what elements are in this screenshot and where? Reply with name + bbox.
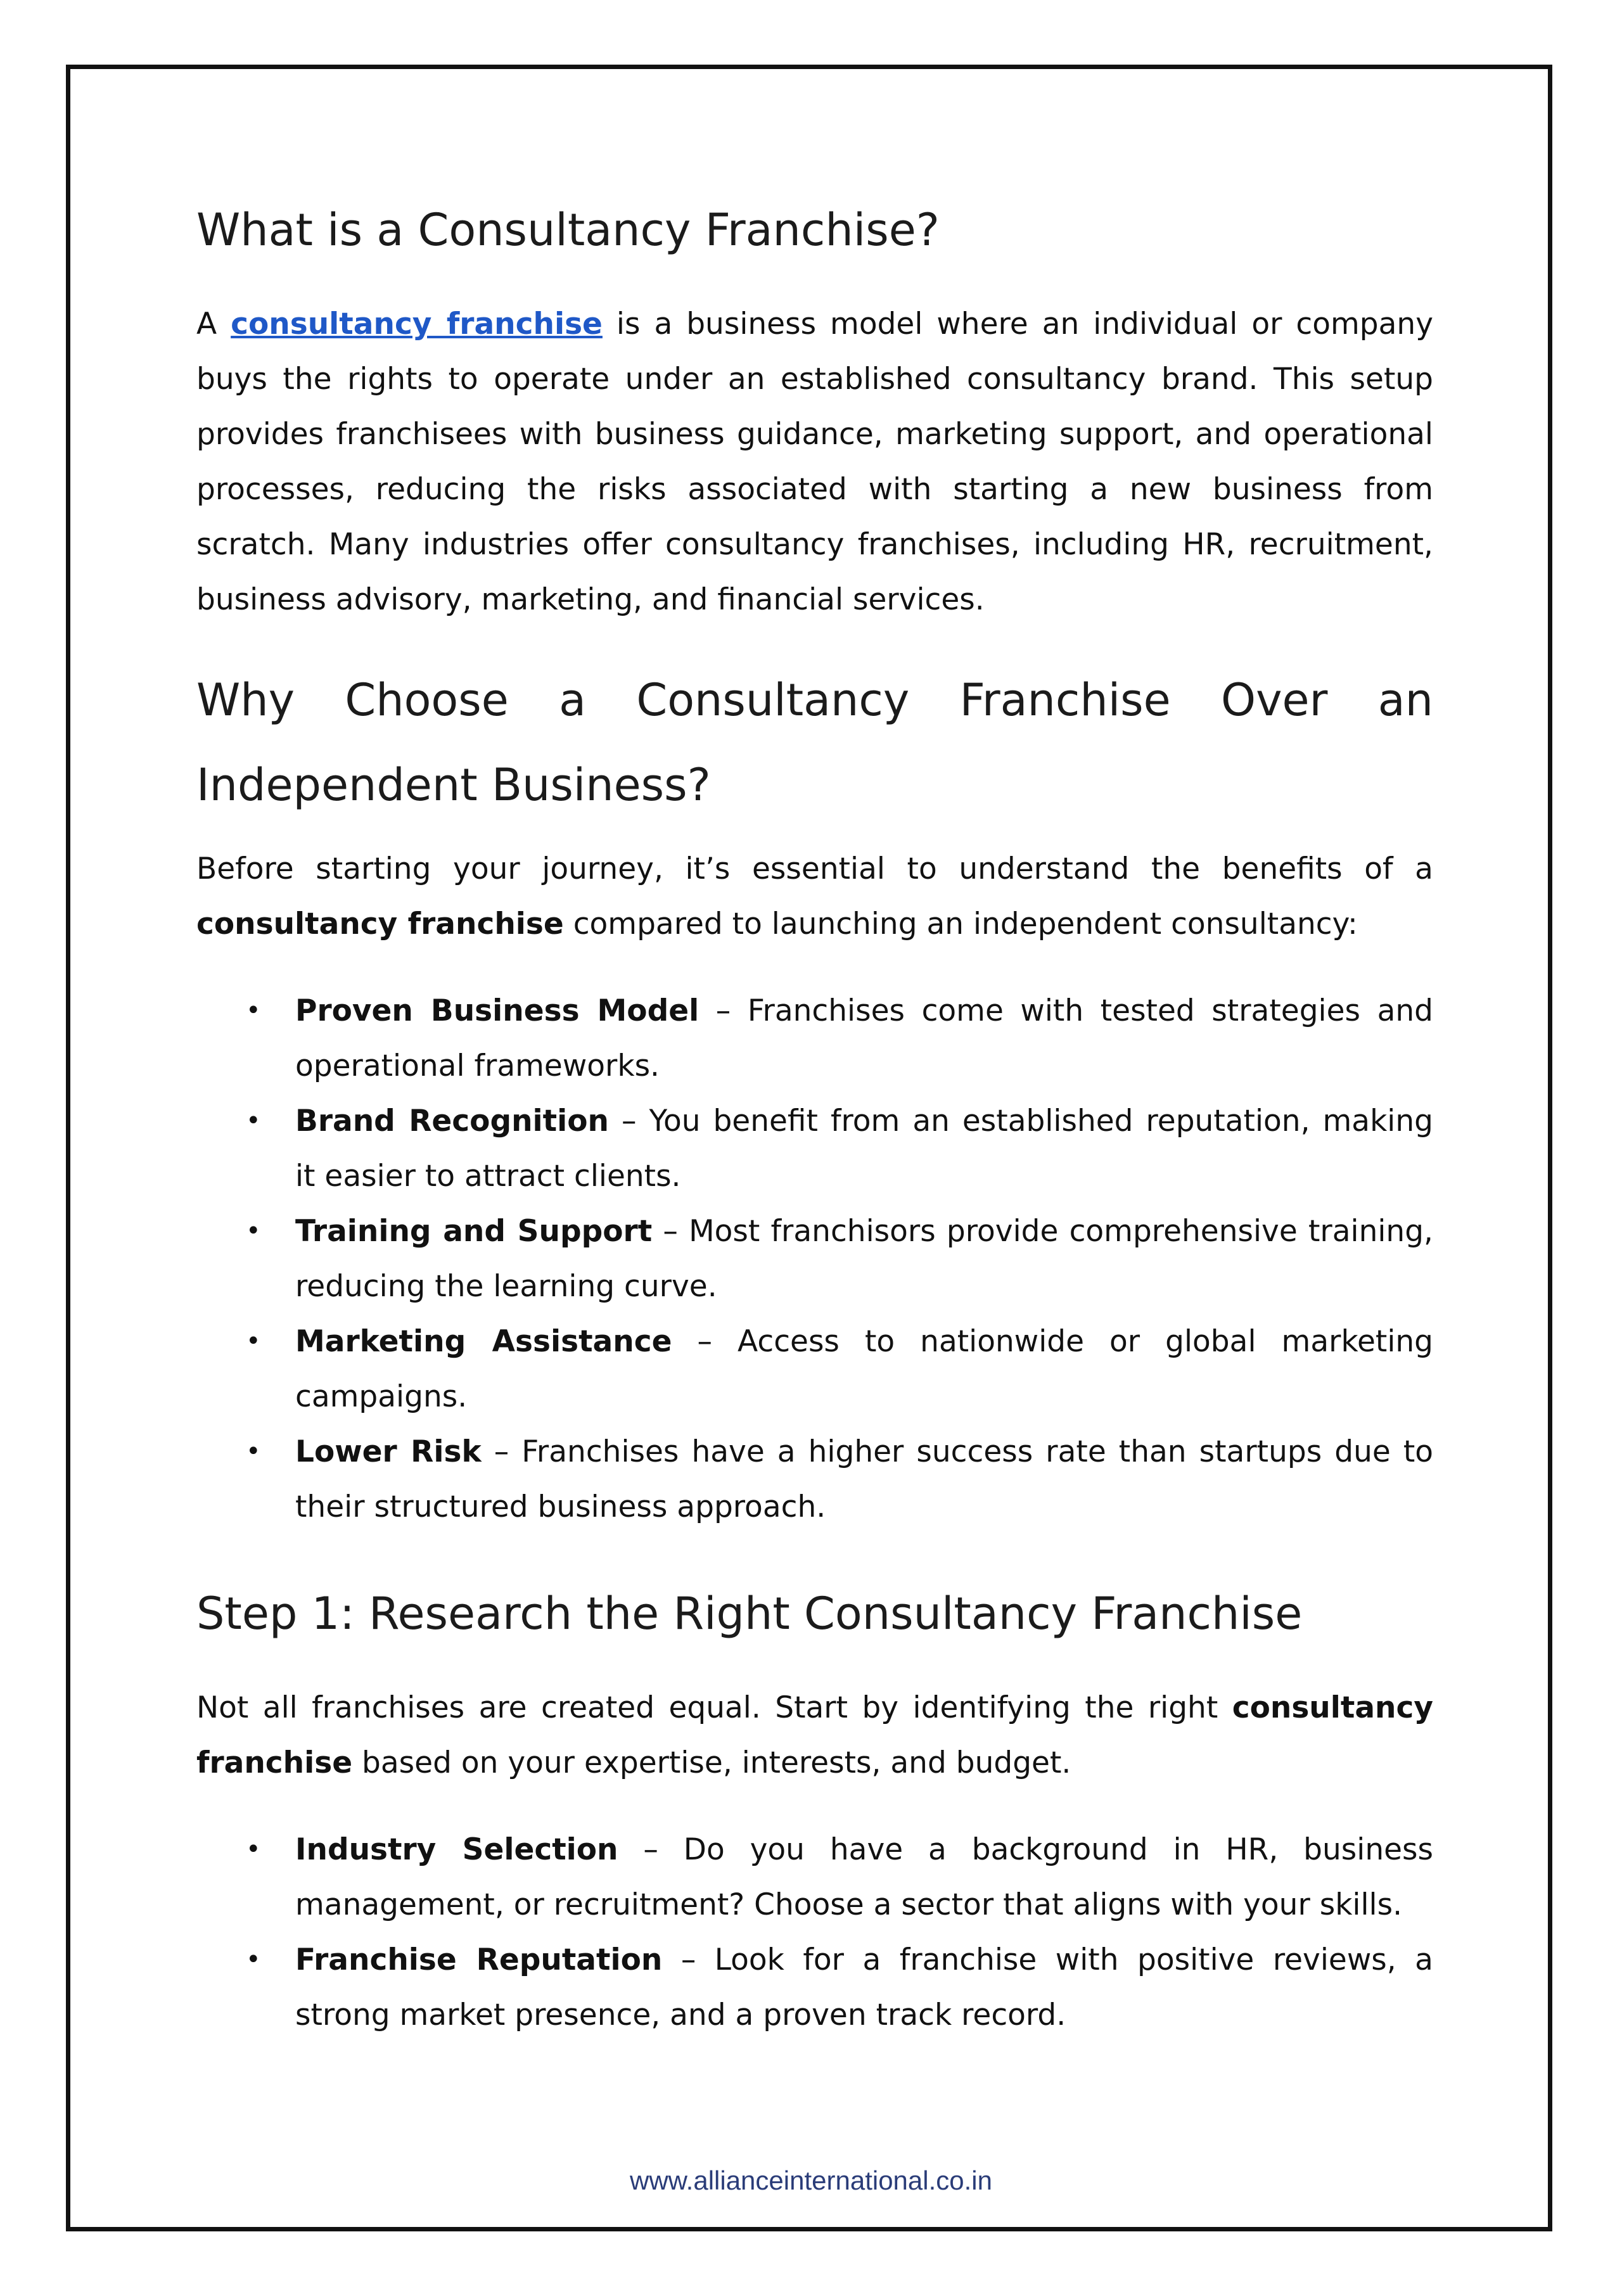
research-list	[196, 1822, 1433, 2043]
consultancy-franchise-link[interactable]: consultancy franchise	[231, 307, 603, 341]
bullet-icon: •	[246, 1106, 261, 1135]
bullet-icon: •	[246, 1327, 261, 1356]
list-item: • Proven Business Model – Franchises come with tested strategies and operational frameworks.	[196, 983, 1433, 1094]
bullet-icon: •	[246, 1835, 261, 1864]
heading-step-1: Step 1: Research the Right Consultancy Franchise	[196, 1588, 1303, 1640]
list-item: • Training and Support – Most franchisors provide comprehensive training, reducing the learning curve.	[196, 1204, 1433, 1314]
bullet-icon: •	[246, 996, 261, 1025]
footer-website-url: www.allianceinternational.co.in	[630, 2165, 992, 2195]
list-item: • Industry Selection – Do you have a background in HR, business management, or recruitment? Choose a sector that aligns with your skills.	[196, 1822, 1433, 1932]
paragraph-definition: A consultancy franchise is a business model where an individual or company buys the rights to operate under an established consultancy brand. This setup provides franchisees with business guidance, marketing support, and operational processes, reducing the risks associated with starting a new business from scratch. Many industries offer consultancy franchises, including HR, recruitment, business advisory, marketing, and financial services.	[196, 307, 1434, 617]
heading-why-choose: Why Choose a Consultancy Franchise Over an Independent Business?	[196, 674, 1433, 811]
list-item: • Brand Recognition – You benefit from an established reputation, making it easier to attract clients.	[196, 1094, 1433, 1204]
list-item: • Marketing Assistance – Access to nationwide or global marketing campaigns.	[196, 1314, 1433, 1424]
list-item: • Lower Risk – Franchises have a higher success rate than startups due to their structured business approach.	[196, 1424, 1433, 1534]
list-item: • Franchise Reputation – Look for a franchise with positive reviews, a strong market presence, and a proven track record.	[196, 1932, 1433, 2043]
paragraph-why-intro: Before starting your journey, it’s essential to understand the benefits of a consultancy franchise compared to launching an independent consultancy:	[196, 851, 1433, 941]
heading-what-is: What is a Consultancy Franchise?	[196, 204, 940, 256]
bullet-icon: •	[246, 1216, 261, 1246]
benefits-list	[196, 983, 1433, 1534]
paragraph-step-1-intro: Not all franchises are created equal. Start by identifying the right consultancy franchise based on your expertise, interests, and budget.	[196, 1690, 1433, 1780]
bullet-icon: •	[246, 1437, 261, 1466]
bullet-icon: •	[246, 1945, 261, 1974]
document-body	[196, 188, 1433, 2043]
